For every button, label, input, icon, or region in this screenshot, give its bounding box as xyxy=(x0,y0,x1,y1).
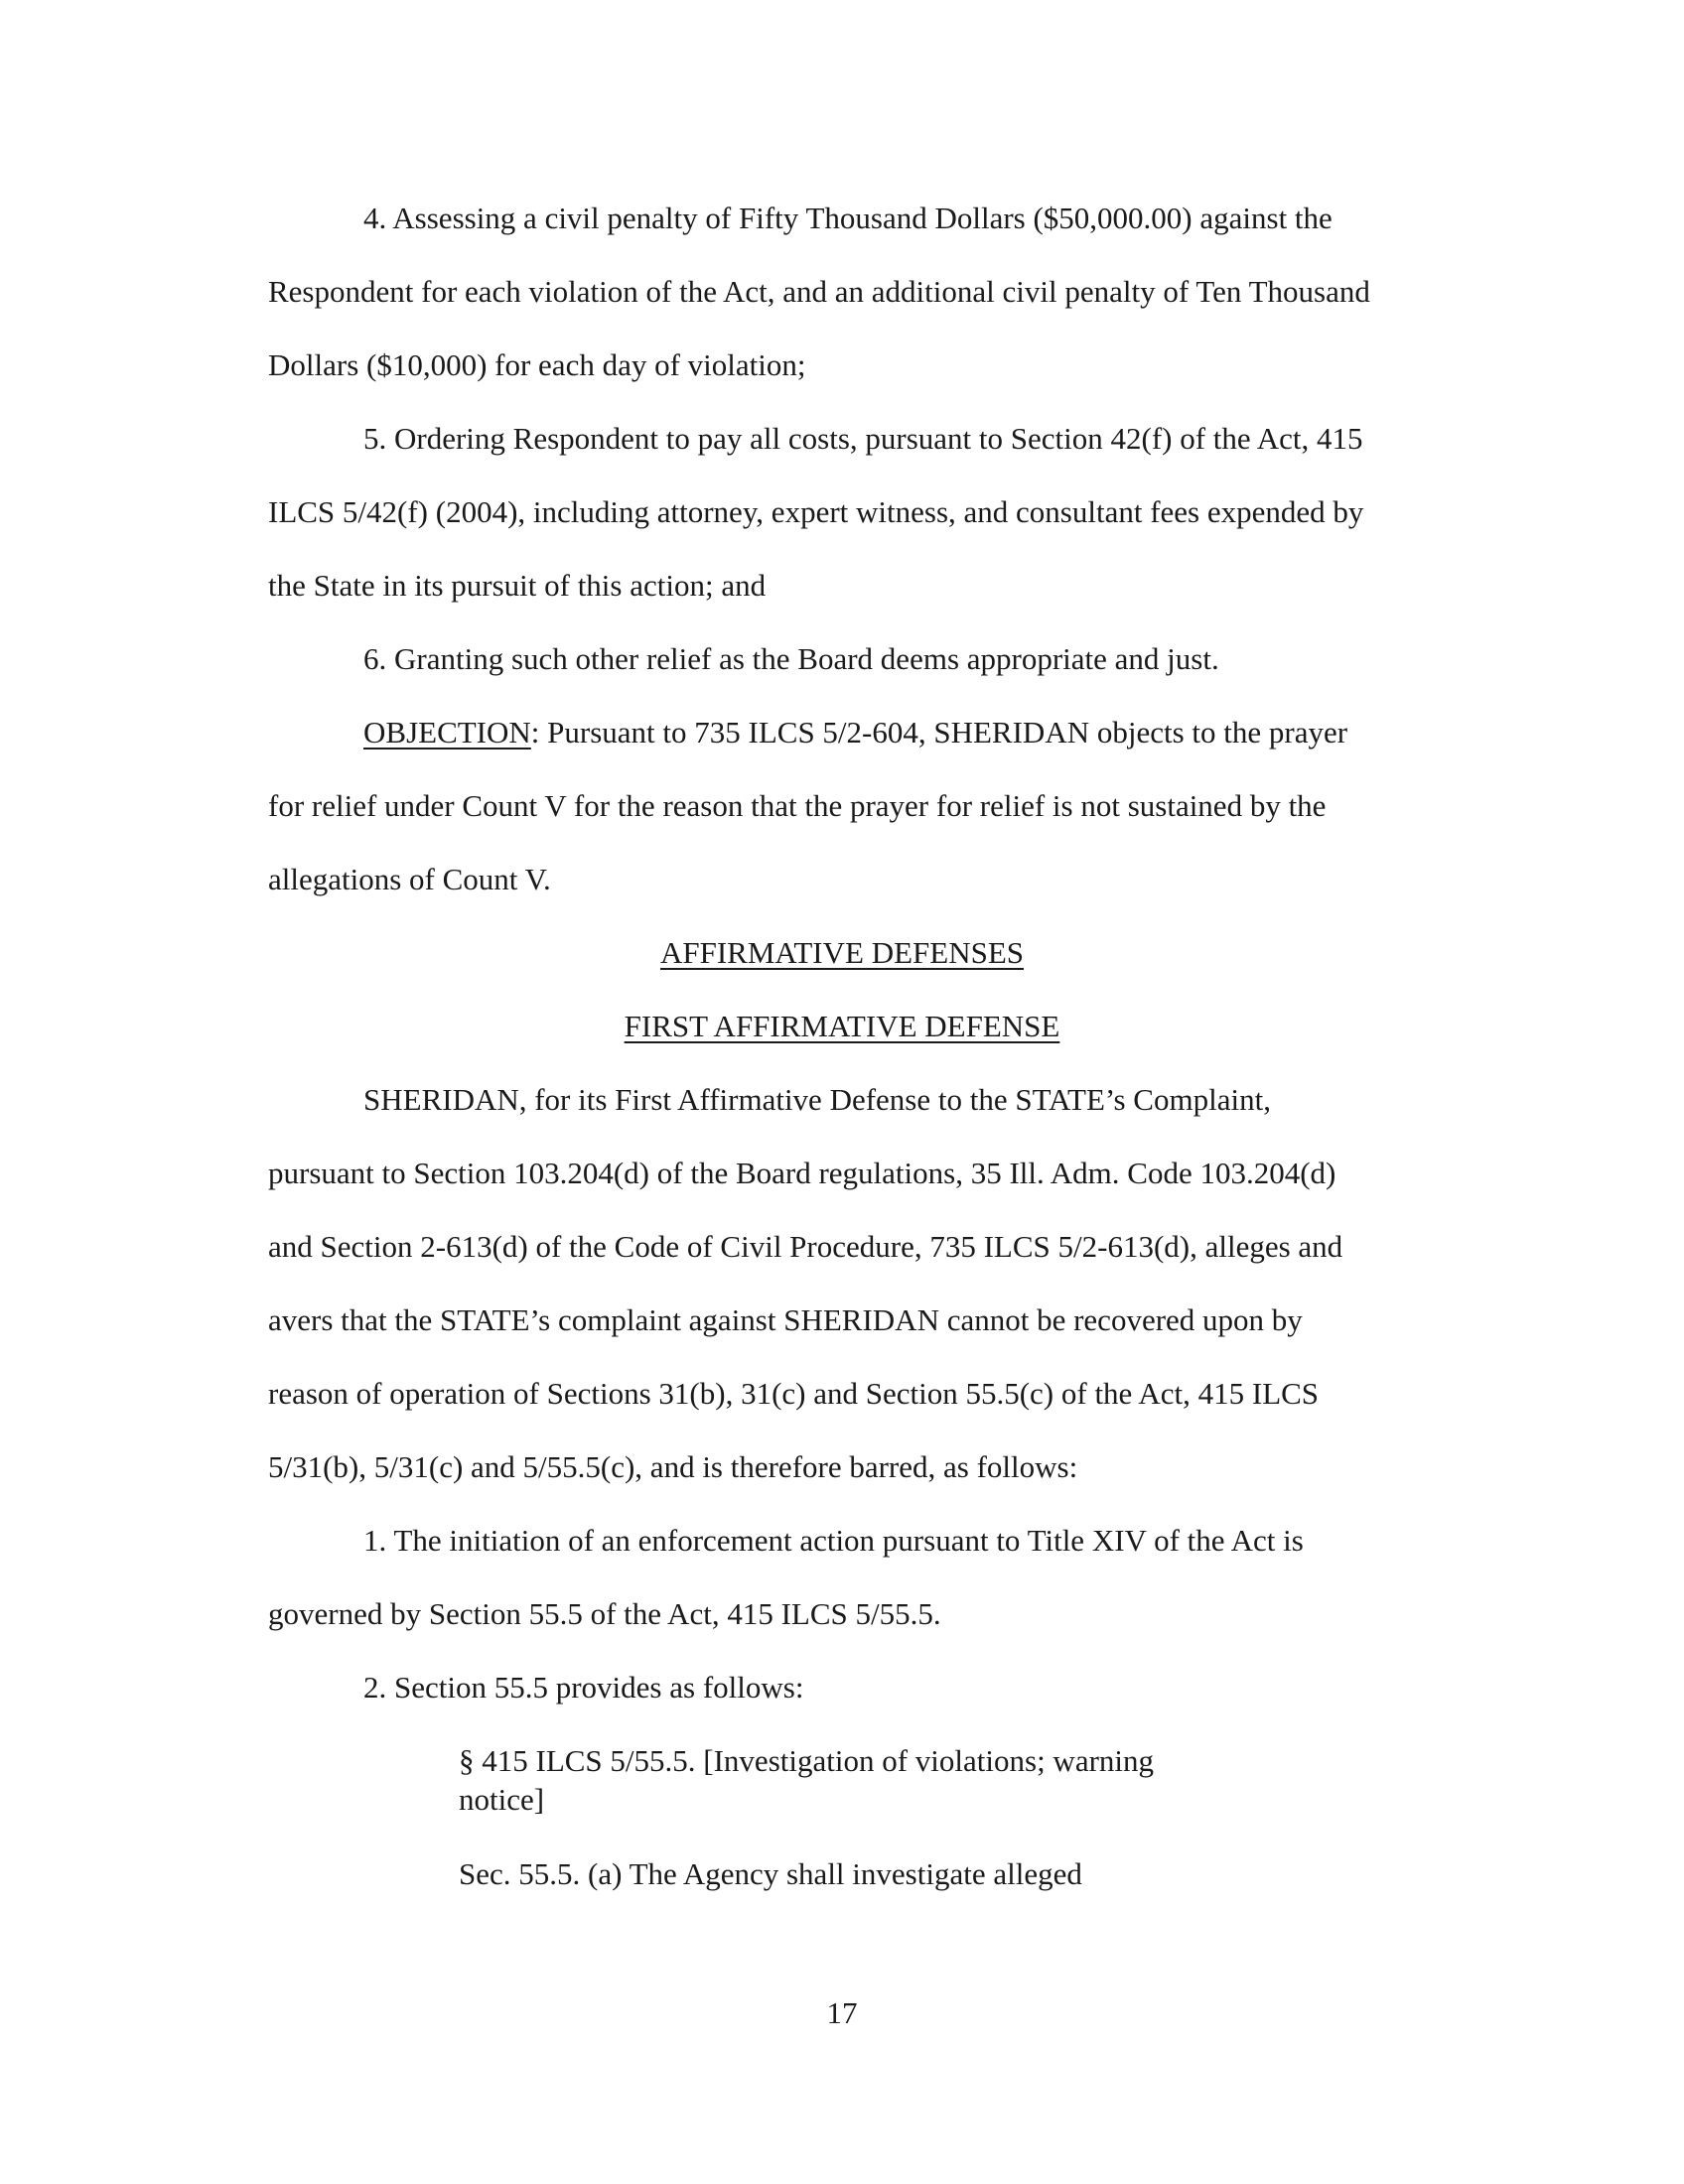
item-6-line-1: 6. Granting such other relief as the Board deems appropriate and just. xyxy=(363,641,1219,676)
defense-line-3: and Section 2-613(d) of the Code of Civil Procedure, 735 ILCS 5/2-613(d), alleges and xyxy=(268,1229,1343,1264)
item-4-line-3: Dollars ($10,000) for each day of violation; xyxy=(268,347,806,382)
point-1-line-2: governed by Section 55.5 of the Act, 415 ILCS 5/55.5. xyxy=(268,1596,941,1631)
item-4-line-1: 4. Assessing a civil penalty of Fifty Thousand Dollars ($50,000.00) against the xyxy=(363,201,1333,235)
defense-line-2: pursuant to Section 103.204(d) of the Board regulations, 35 Ill. Adm. Code 103.204(d) xyxy=(268,1156,1336,1190)
objection-line-3: allegations of Count V. xyxy=(268,862,551,896)
defense-line-6: 5/31(b), 5/31(c) and 5/55.5(c), and is therefore barred, as follows: xyxy=(268,1449,1078,1484)
defense-line-5: reason of operation of Sections 31(b), 31(c) and Section 55.5(c) of the Act, 415 ILCS xyxy=(268,1376,1320,1411)
item-5-line-3: the State in its pursuit of this action; and xyxy=(268,568,767,603)
objection-label: OBJECTION xyxy=(363,715,531,750)
defense-line-4: avers that the STATE’s complaint against SHERIDAN cannot be recovered upon by xyxy=(268,1302,1303,1337)
quote-line-3: Sec. 55.5. (a) The Agency shall investigate alleged xyxy=(459,1856,1082,1891)
page-number: 17 xyxy=(826,1995,858,2030)
heading-affirmative-defenses: AFFIRMATIVE DEFENSES xyxy=(659,935,1025,970)
defense-line-1: SHERIDAN, for its First Affirmative Defense to the STATE’s Complaint, xyxy=(363,1082,1271,1117)
objection-line-1 xyxy=(363,715,1347,751)
point-1-line-1: 1. The initiation of an enforcement action pursuant to Title XIV of the Act is xyxy=(363,1523,1304,1558)
point-2-line-1: 2. Section 55.5 provides as follows: xyxy=(363,1670,804,1705)
objection-first-line-text: : Pursuant to 735 ILCS 5/2-604, SHERIDAN objects to the prayer xyxy=(530,715,1348,750)
heading-first-affirmative-defense: FIRST AFFIRMATIVE DEFENSE xyxy=(624,1009,1060,1043)
quote-line-2: notice] xyxy=(459,1782,545,1817)
item-5-line-2: ILCS 5/42(f) (2004), including attorney, expert witness, and consultant fees expended by xyxy=(268,494,1364,529)
objection-line-2: for relief under Count V for the reason that the prayer for relief is not sustained by the xyxy=(268,788,1327,823)
quote-line-1: § 415 ILCS 5/55.5. [Investigation of violations; warning xyxy=(459,1743,1155,1778)
item-4-line-2: Respondent for each violation of the Act, and an additional civil penalty of Ten Thousand xyxy=(268,274,1370,309)
item-5-line-1: 5. Ordering Respondent to pay all costs, pursuant to Section 42(f) of the Act, 415 xyxy=(363,421,1363,456)
